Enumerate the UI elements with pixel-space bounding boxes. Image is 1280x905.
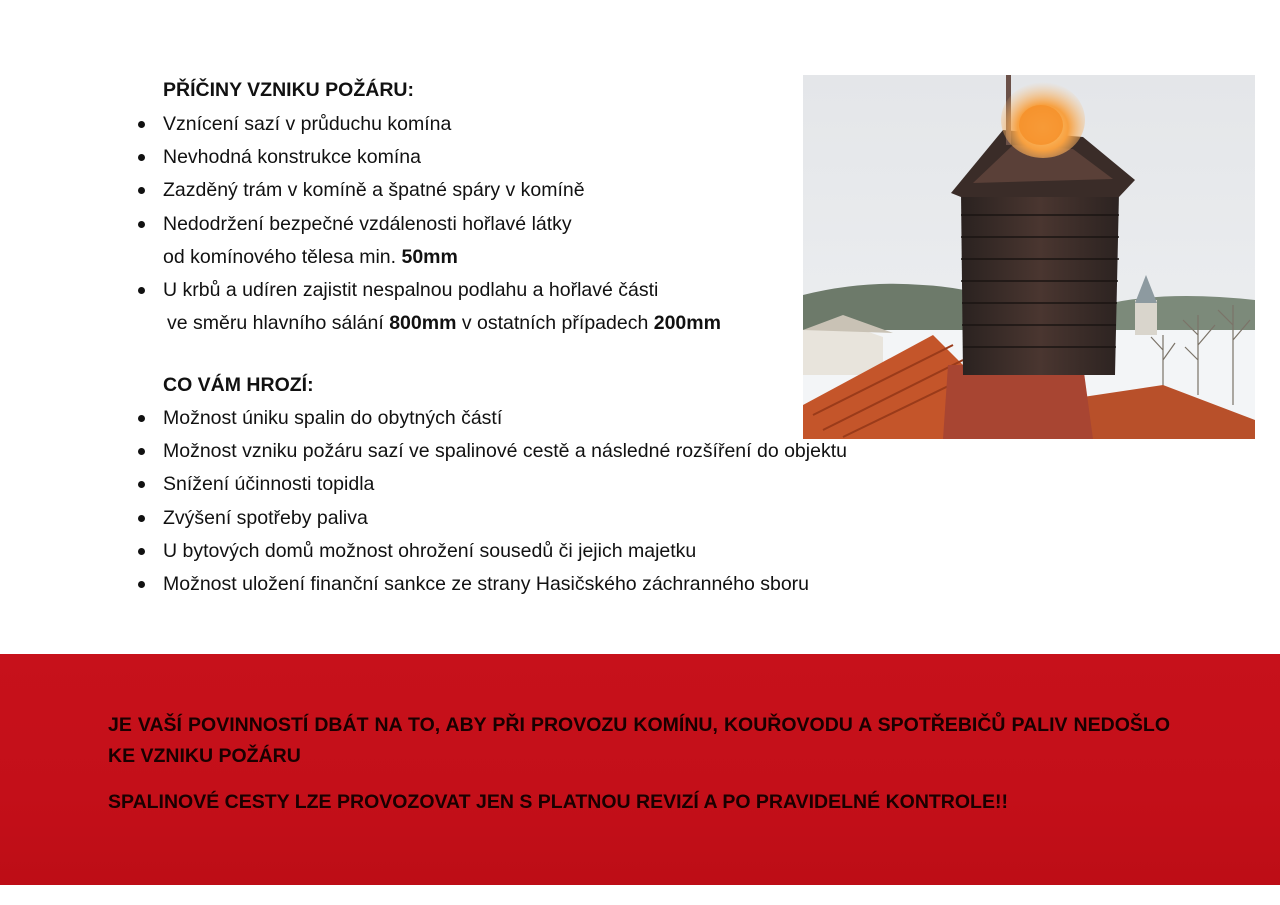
chimney-fire-photo xyxy=(803,75,1255,439)
list-item xyxy=(135,468,847,501)
list-item-continuation xyxy=(163,241,721,274)
list-item xyxy=(135,435,847,468)
list-item xyxy=(135,274,721,340)
list-item-text: Možnost úniku spalin do obytných částí xyxy=(163,407,503,429)
list-item-text: Nedodržení bezpečné vzdálenosti hořlavé látky xyxy=(163,212,572,235)
list-item-text: Zazděný trám v komíně a špatné spáry v komíně xyxy=(163,179,585,202)
bold-value: 50mm xyxy=(401,245,458,268)
list-item-text: Nevhodná konstrukce komína xyxy=(163,146,421,169)
bold-value: 800mm xyxy=(389,312,457,335)
list-item-text: Snížení účinnosti topidla xyxy=(163,473,375,496)
list-item-text: U krbů a udíren zajistit nespalnou podlahu a hořlavé části xyxy=(163,279,659,302)
list-item-continuation xyxy=(163,307,721,340)
causes-list xyxy=(135,108,721,340)
list-item xyxy=(135,535,847,568)
banner-duty-text: JE VAŠÍ POVINNOSTÍ DBÁT NA TO, ABY PŘI PROVOZU KOMÍNU, KOUŘOVODU A SPOTŘEBIČŮ PALIV NEDOŠLO KE VZNIKU POŽÁRU xyxy=(108,714,1170,767)
list-item xyxy=(135,174,721,207)
list-item-text: Vznícení sazí v průduchu komína xyxy=(163,113,452,135)
causes-heading: PŘÍČINY VZNIKU POŽÁRU: xyxy=(163,79,414,101)
list-item xyxy=(135,141,721,174)
bold-value: 200mm xyxy=(653,312,721,335)
list-item xyxy=(135,108,721,141)
risks-list xyxy=(135,402,847,601)
list-item xyxy=(135,402,847,435)
text-segment: od komínového tělesa min. xyxy=(163,245,402,268)
list-item xyxy=(135,208,721,274)
list-item-text: Zvýšení spotřeby paliva xyxy=(163,506,368,529)
list-item xyxy=(135,502,847,535)
list-item-text: Možnost vzniku požáru sazí ve spalinové cestě a následné rozšíření do objektu xyxy=(163,440,847,463)
list-item-text: Možnost uložení finanční sankce ze strany Hasičského záchranného sboru xyxy=(163,573,810,596)
banner-revision-text: SPALINOVÉ CESTY LZE PROVOZOVAT JEN S PLATNOU REVIZÍ A PO PRAVIDELNÉ KONTROLE!! xyxy=(108,791,1008,813)
list-item-text: U bytových domů možnost ohrožení sousedů či jejich majetku xyxy=(163,539,697,562)
text-segment: v ostatních případech xyxy=(456,312,654,335)
text-segment: ve směru hlavního sálání xyxy=(167,312,390,335)
risks-heading: CO VÁM HROZÍ: xyxy=(163,374,314,396)
list-item xyxy=(135,568,847,601)
